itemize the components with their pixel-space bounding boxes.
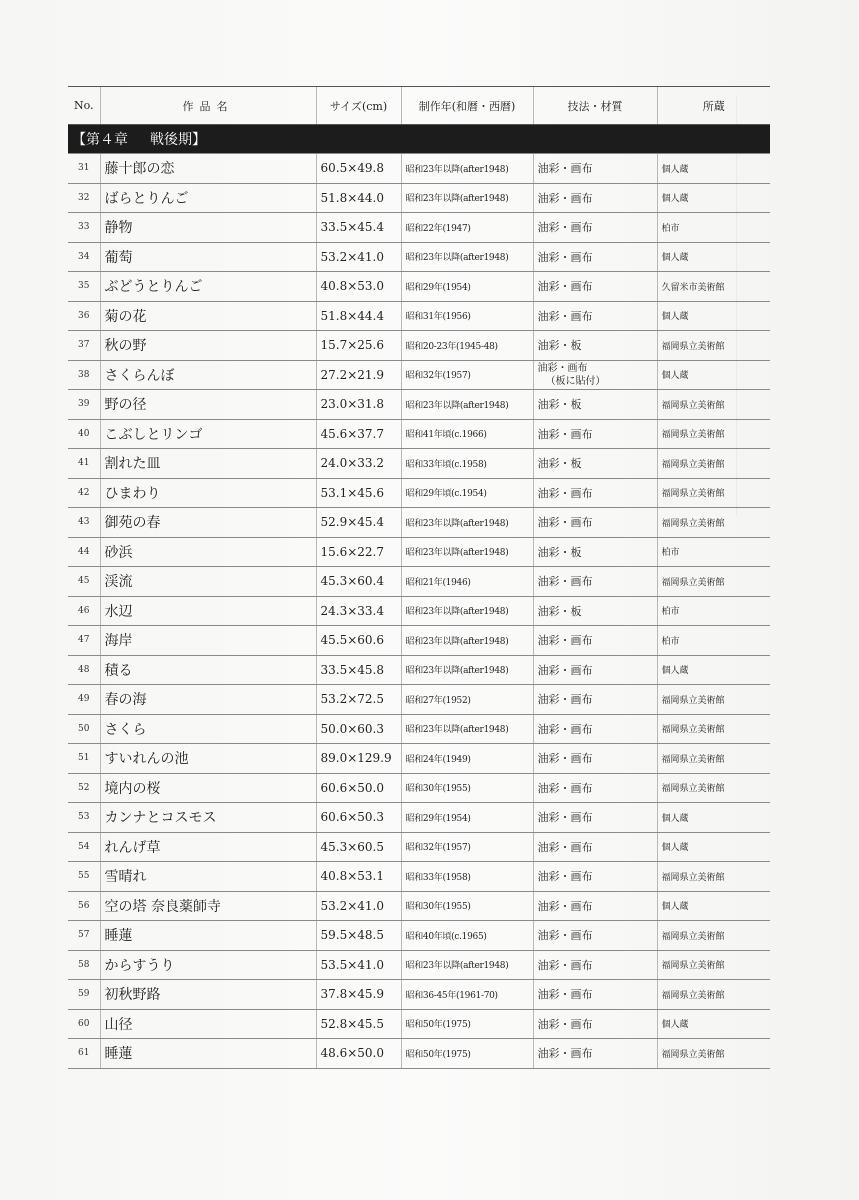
- work-size: 59.5×48.5: [316, 921, 401, 951]
- work-technique: 油彩・画布: [533, 714, 657, 744]
- work-title: 割れた皿: [100, 449, 316, 479]
- work-date: 昭和23年以降(after1948): [401, 390, 533, 420]
- work-size: 45.3×60.5: [316, 832, 401, 862]
- work-collection: 柏市: [657, 213, 770, 243]
- table-row: [68, 390, 770, 420]
- table-row: [68, 1009, 770, 1039]
- work-technique: 油彩・板: [533, 537, 657, 567]
- header-size: サイズ(cm): [316, 87, 401, 125]
- work-number: 49: [68, 685, 100, 715]
- work-number: 43: [68, 508, 100, 538]
- table-row: [68, 183, 770, 213]
- work-title: 藤十郎の恋: [100, 154, 316, 184]
- work-technique: 油彩・画布: [533, 655, 657, 685]
- work-title: 山径: [100, 1009, 316, 1039]
- work-collection: 個人蔵: [657, 803, 770, 833]
- table-row: [68, 567, 770, 597]
- work-collection: 福岡県立美術館: [657, 449, 770, 479]
- work-number: 48: [68, 655, 100, 685]
- work-collection: 個人蔵: [657, 1009, 770, 1039]
- work-number: 46: [68, 596, 100, 626]
- work-number: 61: [68, 1039, 100, 1069]
- work-number: 59: [68, 980, 100, 1010]
- work-title: 春の海: [100, 685, 316, 715]
- work-title: すいれんの池: [100, 744, 316, 774]
- table-row: [68, 626, 770, 656]
- work-size: 45.6×37.7: [316, 419, 401, 449]
- header-date: 制作年(和暦・西暦): [401, 87, 533, 125]
- work-collection: 福岡県立美術館: [657, 921, 770, 951]
- work-collection: 柏市: [657, 537, 770, 567]
- work-technique: 油彩・板: [533, 596, 657, 626]
- work-date: 昭和23年以降(after1948): [401, 655, 533, 685]
- work-number: 53: [68, 803, 100, 833]
- work-size: 40.8×53.1: [316, 862, 401, 892]
- work-number: 47: [68, 626, 100, 656]
- table-row: [68, 360, 770, 390]
- work-date: 昭和23年以降(after1948): [401, 508, 533, 538]
- work-size: 51.8×44.0: [316, 183, 401, 213]
- work-title: 砂浜: [100, 537, 316, 567]
- work-number: 55: [68, 862, 100, 892]
- work-collection: 久留米市美術館: [657, 272, 770, 302]
- work-number: 38: [68, 360, 100, 390]
- work-collection: 個人蔵: [657, 655, 770, 685]
- work-collection: 福岡県立美術館: [657, 714, 770, 744]
- work-date: 昭和22年(1947): [401, 213, 533, 243]
- table-row: [68, 744, 770, 774]
- work-size: 53.2×72.5: [316, 685, 401, 715]
- work-date: 昭和29年頃(c.1954): [401, 478, 533, 508]
- work-size: 52.9×45.4: [316, 508, 401, 538]
- work-title: 水辺: [100, 596, 316, 626]
- table-row: [68, 1039, 770, 1069]
- work-date: 昭和30年(1955): [401, 891, 533, 921]
- work-date: 昭和20-23年(1945-48): [401, 331, 533, 361]
- work-date: 昭和23年以降(after1948): [401, 242, 533, 272]
- work-number: 50: [68, 714, 100, 744]
- work-number: 36: [68, 301, 100, 331]
- work-date: 昭和23年以降(after1948): [401, 596, 533, 626]
- table-row: [68, 803, 770, 833]
- work-collection: 福岡県立美術館: [657, 331, 770, 361]
- table-row: [68, 832, 770, 862]
- table-row: [68, 508, 770, 538]
- work-collection: 個人蔵: [657, 183, 770, 213]
- work-title: 空の塔 奈良薬師寺: [100, 891, 316, 921]
- work-date: 昭和29年(1954): [401, 272, 533, 302]
- work-collection: 個人蔵: [657, 242, 770, 272]
- work-technique: 油彩・板: [533, 331, 657, 361]
- work-number: 42: [68, 478, 100, 508]
- work-technique: 油彩・画布: [533, 803, 657, 833]
- work-technique: 油彩・板: [533, 390, 657, 420]
- work-date: 昭和23年以降(after1948): [401, 154, 533, 184]
- work-date: 昭和33年(1958): [401, 862, 533, 892]
- work-collection: 福岡県立美術館: [657, 419, 770, 449]
- table-header-row: [68, 87, 770, 125]
- work-technique: 油彩・画布: [533, 626, 657, 656]
- table-row: [68, 213, 770, 243]
- work-size: 53.5×41.0: [316, 950, 401, 980]
- work-title: 静物: [100, 213, 316, 243]
- work-technique: 油彩・画布: [533, 183, 657, 213]
- work-size: 33.5×45.4: [316, 213, 401, 243]
- work-date: 昭和31年(1956): [401, 301, 533, 331]
- table-row: [68, 478, 770, 508]
- work-size: 60.6×50.3: [316, 803, 401, 833]
- work-date: 昭和23年以降(after1948): [401, 950, 533, 980]
- work-title: からすうり: [100, 950, 316, 980]
- table-row: [68, 655, 770, 685]
- work-collection: 個人蔵: [657, 301, 770, 331]
- work-date: 昭和36-45年(1961-70): [401, 980, 533, 1010]
- work-title: 渓流: [100, 567, 316, 597]
- work-number: 51: [68, 744, 100, 774]
- work-date: 昭和23年以降(after1948): [401, 714, 533, 744]
- chapter-heading-row: [68, 125, 770, 154]
- work-technique: 油彩・画布: [533, 154, 657, 184]
- work-number: 44: [68, 537, 100, 567]
- work-technique-line1: 油彩・画布: [537, 362, 588, 374]
- work-collection: 福岡県立美術館: [657, 478, 770, 508]
- table-row: [68, 862, 770, 892]
- work-technique: 油彩・画布: [533, 950, 657, 980]
- work-title: さくらんぼ: [100, 360, 316, 390]
- work-number: 35: [68, 272, 100, 302]
- work-number: 52: [68, 773, 100, 803]
- work-collection: 個人蔵: [657, 360, 770, 390]
- work-number: 33: [68, 213, 100, 243]
- table-row: [68, 537, 770, 567]
- work-date: 昭和24年(1949): [401, 744, 533, 774]
- work-technique: 油彩・画布: [533, 301, 657, 331]
- table-row: [68, 685, 770, 715]
- work-date: 昭和27年(1952): [401, 685, 533, 715]
- work-title: 初秋野路: [100, 980, 316, 1010]
- table-row: [68, 272, 770, 302]
- header-no: No.: [68, 87, 100, 125]
- table-row: [68, 242, 770, 272]
- chapter-heading: [68, 125, 770, 154]
- work-number: 31: [68, 154, 100, 184]
- work-collection: 福岡県立美術館: [657, 744, 770, 774]
- header-collection: 所蔵: [657, 87, 770, 125]
- work-number: 40: [68, 419, 100, 449]
- work-collection: 福岡県立美術館: [657, 980, 770, 1010]
- table-row: [68, 596, 770, 626]
- table-row: [68, 950, 770, 980]
- work-date: 昭和23年以降(after1948): [401, 183, 533, 213]
- table-row: [68, 419, 770, 449]
- table-row: [68, 154, 770, 184]
- work-number: 54: [68, 832, 100, 862]
- table-row: [68, 891, 770, 921]
- work-technique: 油彩・画布: [533, 744, 657, 774]
- work-collection: 福岡県立美術館: [657, 950, 770, 980]
- work-title: ひまわり: [100, 478, 316, 508]
- work-title: 雪晴れ: [100, 862, 316, 892]
- work-technique: 油彩・板: [533, 449, 657, 479]
- work-technique: 油彩・画布: [533, 862, 657, 892]
- work-size: 33.5×45.8: [316, 655, 401, 685]
- work-size: 60.6×50.0: [316, 773, 401, 803]
- table-row: [68, 714, 770, 744]
- work-technique: 油彩・画布: [533, 980, 657, 1010]
- work-title: 睡蓮: [100, 1039, 316, 1069]
- work-collection: 個人蔵: [657, 832, 770, 862]
- work-technique: 油彩・画布: [533, 685, 657, 715]
- work-size: 40.8×53.0: [316, 272, 401, 302]
- work-technique: 油彩・画布: [533, 242, 657, 272]
- work-date: 昭和50年(1975): [401, 1039, 533, 1069]
- chapter-label: 【第４章: [72, 132, 128, 148]
- work-title: 海岸: [100, 626, 316, 656]
- work-number: 60: [68, 1009, 100, 1039]
- work-technique: 油彩・画布: [533, 478, 657, 508]
- work-date: 昭和33年頃(c.1958): [401, 449, 533, 479]
- table-row: [68, 449, 770, 479]
- work-number: 45: [68, 567, 100, 597]
- work-size: 15.6×22.7: [316, 537, 401, 567]
- work-date: 昭和32年(1957): [401, 832, 533, 862]
- work-title: 菊の花: [100, 301, 316, 331]
- work-size: 48.6×50.0: [316, 1039, 401, 1069]
- work-date: 昭和29年(1954): [401, 803, 533, 833]
- work-date: 昭和23年以降(after1948): [401, 537, 533, 567]
- work-collection: 柏市: [657, 596, 770, 626]
- work-number: 56: [68, 891, 100, 921]
- work-title: ぶどうとりんご: [100, 272, 316, 302]
- work-size: 60.5×49.8: [316, 154, 401, 184]
- table-row: [68, 773, 770, 803]
- work-number: 39: [68, 390, 100, 420]
- work-title: カンナとコスモス: [100, 803, 316, 833]
- work-date: 昭和41年頃(c.1966): [401, 419, 533, 449]
- work-title: さくら: [100, 714, 316, 744]
- work-title: 御苑の春: [100, 508, 316, 538]
- work-size: 53.2×41.0: [316, 891, 401, 921]
- work-size: 52.8×45.5: [316, 1009, 401, 1039]
- work-collection: 福岡県立美術館: [657, 862, 770, 892]
- work-technique: 油彩・画布: [533, 1039, 657, 1069]
- work-title: 葡萄: [100, 242, 316, 272]
- work-date: 昭和40年頃(c.1965): [401, 921, 533, 951]
- work-title: こぶしとリンゴ: [100, 419, 316, 449]
- header-title: 作品名: [100, 87, 316, 125]
- work-size: 37.8×45.9: [316, 980, 401, 1010]
- table-row: [68, 331, 770, 361]
- work-collection: 福岡県立美術館: [657, 773, 770, 803]
- work-number: 32: [68, 183, 100, 213]
- works-table: [68, 86, 770, 1069]
- table-row: [68, 301, 770, 331]
- work-collection: 個人蔵: [657, 154, 770, 184]
- work-technique: 油彩・画布: [533, 1009, 657, 1039]
- work-title: れんげ草: [100, 832, 316, 862]
- work-technique: 油彩・画布: [533, 272, 657, 302]
- work-technique: 油彩・画布: [533, 832, 657, 862]
- work-size: 45.5×60.6: [316, 626, 401, 656]
- work-title: 積る: [100, 655, 316, 685]
- work-collection: 福岡県立美術館: [657, 390, 770, 420]
- work-collection: 個人蔵: [657, 891, 770, 921]
- work-technique-line2: （板に貼付）: [545, 375, 606, 387]
- work-date: 昭和23年以降(after1948): [401, 626, 533, 656]
- work-size: 24.3×33.4: [316, 596, 401, 626]
- work-title: 境内の桜: [100, 773, 316, 803]
- work-size: 53.1×45.6: [316, 478, 401, 508]
- work-size: 53.2×41.0: [316, 242, 401, 272]
- work-technique: 油彩・画布: [533, 567, 657, 597]
- work-technique: 油彩・画布: [533, 773, 657, 803]
- work-date: 昭和32年(1957): [401, 360, 533, 390]
- work-technique: 油彩・画布: [533, 508, 657, 538]
- work-size: 45.3×60.4: [316, 567, 401, 597]
- work-size: 50.0×60.3: [316, 714, 401, 744]
- table-row: [68, 921, 770, 951]
- work-size: 15.7×25.6: [316, 331, 401, 361]
- work-title: 秋の野: [100, 331, 316, 361]
- work-technique: 油彩・画布: [533, 891, 657, 921]
- work-size: 51.8×44.4: [316, 301, 401, 331]
- work-collection: 福岡県立美術館: [657, 1039, 770, 1069]
- work-title: 睡蓮: [100, 921, 316, 951]
- work-technique: 油彩・画布: [533, 213, 657, 243]
- work-technique: [533, 360, 657, 390]
- work-number: 41: [68, 449, 100, 479]
- work-number: 57: [68, 921, 100, 951]
- chapter-name: 戦後期】: [150, 132, 206, 148]
- work-size: 27.2×21.9: [316, 360, 401, 390]
- work-number: 37: [68, 331, 100, 361]
- work-title: 野の径: [100, 390, 316, 420]
- work-collection: 福岡県立美術館: [657, 508, 770, 538]
- work-date: 昭和50年(1975): [401, 1009, 533, 1039]
- work-date: 昭和30年(1955): [401, 773, 533, 803]
- work-size: 89.0×129.9: [316, 744, 401, 774]
- work-number: 34: [68, 242, 100, 272]
- work-technique: 油彩・画布: [533, 419, 657, 449]
- header-technique: 技法・材質: [533, 87, 657, 125]
- work-collection: 福岡県立美術館: [657, 685, 770, 715]
- work-number: 58: [68, 950, 100, 980]
- work-size: 24.0×33.2: [316, 449, 401, 479]
- work-collection: 柏市: [657, 626, 770, 656]
- work-collection: 福岡県立美術館: [657, 567, 770, 597]
- work-size: 23.0×31.8: [316, 390, 401, 420]
- work-date: 昭和21年(1946): [401, 567, 533, 597]
- work-technique: 油彩・画布: [533, 921, 657, 951]
- table-row: [68, 980, 770, 1010]
- work-title: ばらとりんご: [100, 183, 316, 213]
